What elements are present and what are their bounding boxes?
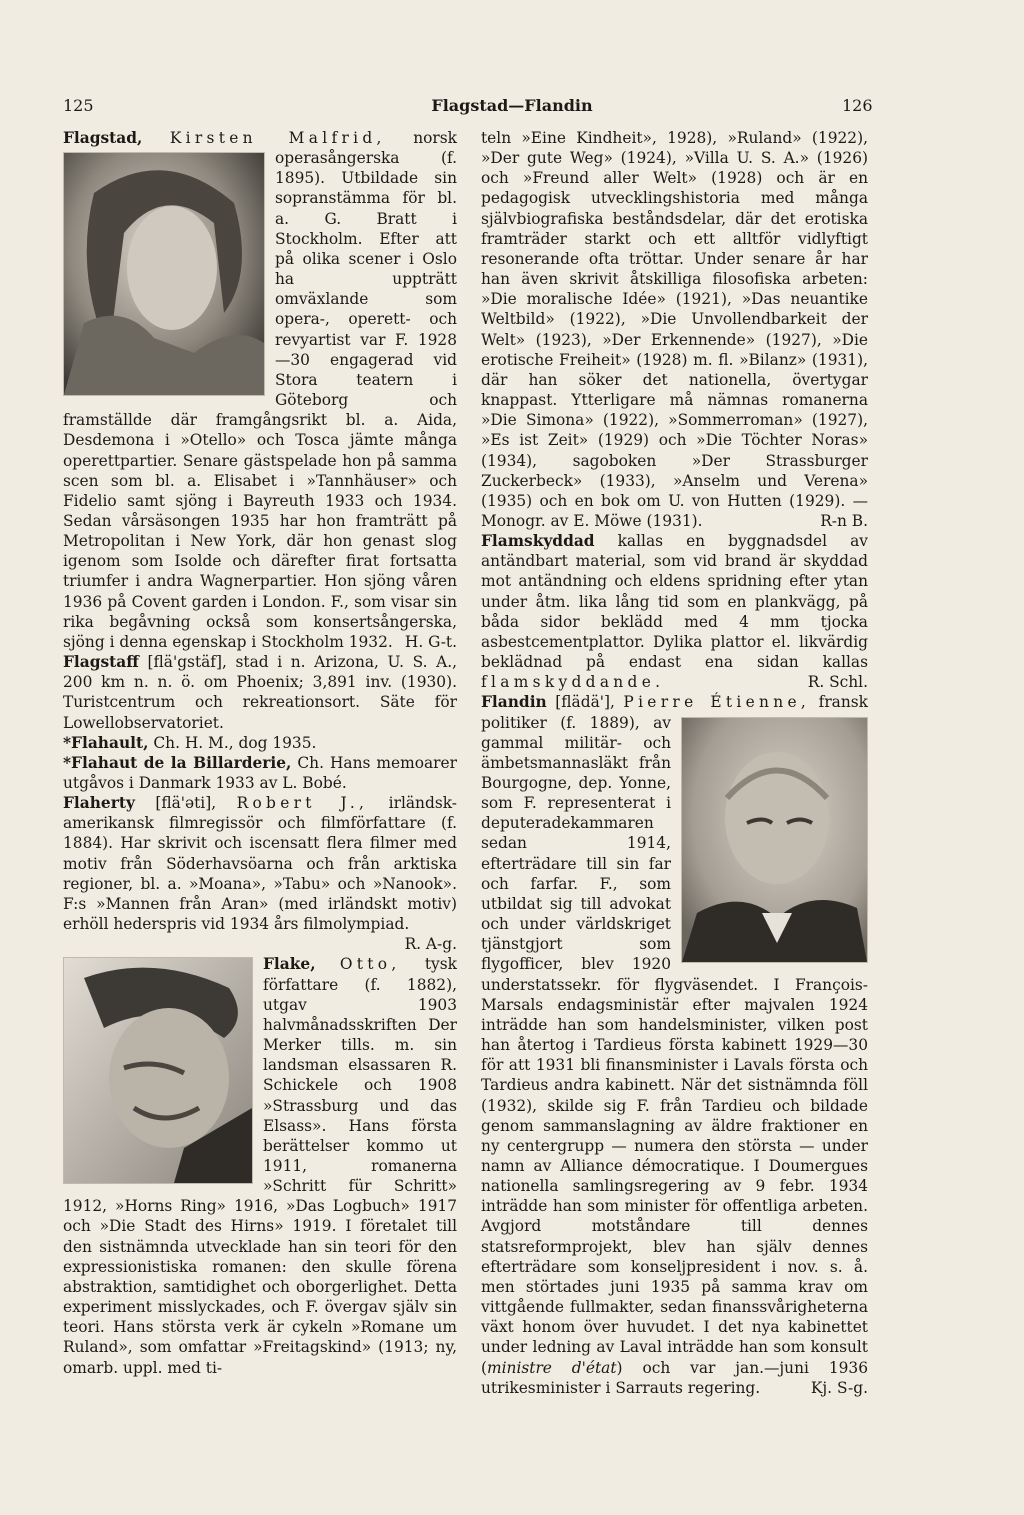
entry-headword: Flake, — [263, 955, 316, 974]
running-title: Flagstad—Flandin — [431, 96, 593, 115]
portrait-photo-flake — [63, 957, 253, 1184]
signature: R-n B. — [820, 511, 868, 530]
entry-billarderie: *Flahaut de la Billarderie, Ch. Hans memoarer utgåvos i Danmark 1933 av L. Bobé. — [63, 753, 457, 792]
signature: R. A-g. — [404, 935, 457, 954]
entry-flahault: *Flahault, Ch. H. M., dog 1935. — [63, 733, 317, 752]
entry-given-name: Otto, — [339, 955, 401, 974]
signature: Kj. S-g. — [810, 1378, 868, 1397]
entry-given-name: Robert J., — [236, 794, 369, 813]
entry-given-name: Pierre Étienne, — [623, 693, 811, 712]
right-column — [481, 128, 868, 1398]
entry-flake-continued: teln »Eine Kindheit», 1928), »Ruland» (1922), »Der gute Weg» (1924), »Villa U. S. A.» (1926) och »Freund aller Welt» (1928) och är en pedagogisk utvecklingshistoria med många självbiografiska beståndsdelar, där det erotiska framträder starkt och ett alltför vidlyftigt resonerande ofta tröttar. Under senare år har han även skrivit åtskilliga filosofiska arbeten: »Die moralische Idée» (1921), »Das neuantike Weltbild» (1922), »Die Unvollendbarkeit der Welt» (1923), »Der Erkennende» (1927), »Die erotische Freiheit» (1928) m. fl. »Bilanz» (1931), där han söker det nationella, övertygar knappast. Ytterligare må nämnas romanerna »Die Simona» (1922), »Sommerroman» (1927), »Es ist Zeit» (1929) och »Die Töchter Noras» (1934), sagoboken »Der Strassburger Zuckerbeck» (1933), »Anselm und Verena» (1935) och en bok om U. von Hutten (1929). — Monogr. av E. Möwe (1931). R-n B. — [481, 129, 868, 530]
portrait-photo-flagstad — [63, 152, 265, 396]
spaced-term: flamskyddande. — [481, 673, 665, 692]
left-column — [63, 128, 457, 1378]
entry-headword: Flaherty — [63, 794, 135, 813]
entry-headword: *Flahaut de la Billarderie, — [63, 753, 292, 772]
entry-headword: Flamskyddad — [481, 532, 595, 551]
signature: R. Schl. — [807, 673, 868, 692]
entry-flagstaff: Flagstaff [flä'gstäf], stad i n. Arizona, U. S. A., 200 km n. n. ö. om Phoenix; 3,891 inv. (1930). Turistcentrum och rekreationsort. Säte för Lowellobservatoriet. — [63, 653, 457, 732]
page-number-left: 125 — [63, 96, 94, 115]
entry-flandin: Flandin [flädä'], Pierre Étienne, fransk politiker (f. 1889), av gammal militär- och ämbetsmannasläkt från Bourgogne, dep. Yonne, som F. representerat i deputeradekammaren sedan 1914, efterträdare till sin far och farfar. F., som utbildat sig till advokat och under världskriget tjänstgjort som flygofficer, blev 1920 understatssekr. för flygväsendet. I François-Marsals endagsministär efter majvalen 1924 inträdde han som handelsminister, vilken post han återtog i Tardieus första kabinett 1929—30 för att 1931 bli finansminister i Lavals första och Tardieus andra kabinett. När det sistnämnda föll (1932), skilde sig F. från Tardieu och bildade genom sammanslagning av äldre fraktioner en ny centergrupp — numera den största — under namn av Alliance démocratique. I Doumergues nationella samlingsregering av 9 febr. 1934 inträdde han som minister för offentliga arbeten. Avgjord motståndare till dennes statsreformprojekt, blev han själv dennes efterträdare som konseljpresident i nov. s. å. men störtades juni 1935 på samma krav om vittgående fullmakter, sedan finanssvårigheterna växt honom över huvudet. I det nya kabinettet under ledning av Laval inträdde han som konsult (ministre d'état) och var jan.—juni 1936 utrikesminister i Sarrauts regering. Kj. S-g. — [481, 693, 868, 1397]
entry-headword: Flagstad, — [63, 129, 143, 147]
portrait-photo-flandin — [681, 717, 868, 963]
page-number-right: 126 — [842, 96, 873, 115]
entry-headword: Flandin — [481, 693, 547, 712]
entry-flagstad: Flagstad, Kirsten Malfrid, norsk operasångerska (f. 1895). Utbildade sin sopranstämma för bl. a. G. Bratt i Stockholm. Efter att på olika scener i Oslo ha uppträtt omväxlande som opera-, operett- och revyartist var F. 1928—30 engagerad vid Stora teatern i Göteborg och framställde där framgångsrikt bl. a. Aida, Desdemona i »Otello» och Tosca jämte många operettpartier. Senare gästspelade hon på samma scen som bl. a. Elisabet i »Tannhäuser» och Fidelio samt sjöng i Bayreuth 1933 och 1934. Sedan vårsäsongen 1935 har hon framträtt på Metropolitan i New York, där hon genast slog igenom som Isolde och därefter firat fortsatta triumfer i andra Wagnerpartier. Hon sjöng våren 1936 på Covent garden i London. F., som visar sin rika begåvning också som konsertsångerska, sjöng i denna egenskap i Stockholm 1932. H. G-t. — [63, 129, 457, 651]
entry-headword: Flagstaff — [63, 653, 139, 672]
entry-flake: Flake, Otto, tysk författare (f. 1882), utgav 1903 halvmånadsskriften Der Merker tills. m. sin landsman elsassaren R. Schickele och 1908 »Strassburg und das Elsass». Hans första berättelser kommo ut 1911, romanerna »Schritt für Schritt» 1912, »Horns Ring» 1916, »Das Logbuch» 1917 och »Die Stadt des Hirns» 1919. I företalet till den sistnämnda utvecklade han sin teori för den expressionistiska romanen: den skulle förena abstraktion, samtidighet och oborgerlighet. Detta experiment misslyckades, och F. övergav själv sin teori. Hans största verk är cykeln »Romane um Ruland», som omfattar »Freitagskind» (1913; ny, omarb. uppl. med ti- — [63, 955, 457, 1377]
entry-headword: *Flahault, — [63, 733, 149, 752]
entry-flamskyddad: Flamskyddad kallas en byggnadsdel av antändbart material, som vid brand är skyddad mot antändning och eldens spridning efter ytan under åtm. lika lång tid som en plankvägg, på båda sidor beklädd med 4 mm tjocka asbestcementplattor. Dylika plattor el. likvärdig beklädnad på endast ena sidan kallas flamskyddande. R. Schl. — [481, 532, 868, 692]
signature: H. G-t. — [404, 632, 457, 651]
entry-flaherty: Flaherty [flä'əti], Robert J., irländsk-amerikansk filmregissör och filmförfattare (f. 1884). Har skrivit och iscensatt flera filmer med motiv från Söderhavsöarna och från arktiska regioner, bl. a. »Moana», »Tabu» och »Nanook». F:s »Mannen från Aran» (med irländskt motiv) erhöll hederspris vid 1934 års filmolympiad. R. A-g. — [63, 794, 457, 954]
entry-given-name: Kirsten Malfrid, — [169, 129, 386, 147]
